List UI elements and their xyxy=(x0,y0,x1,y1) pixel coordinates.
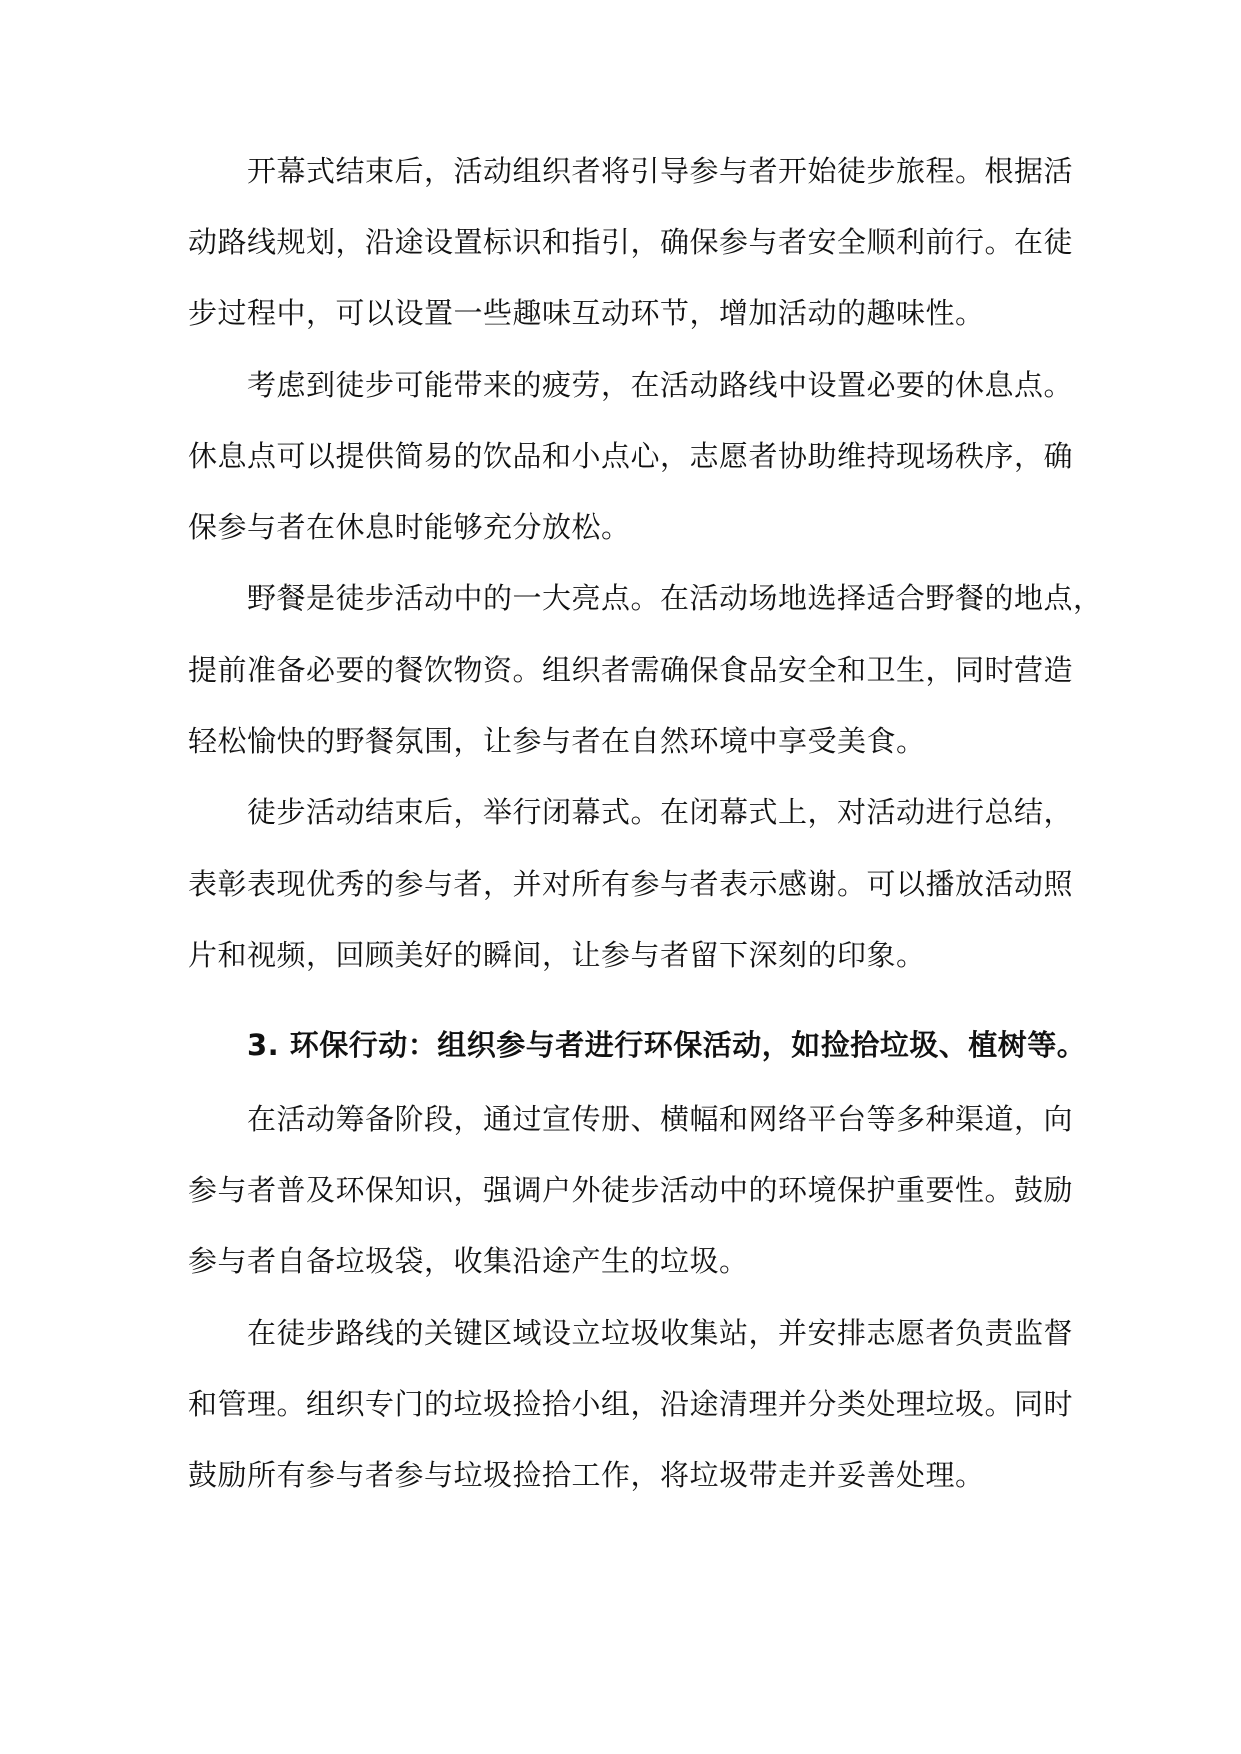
paragraph-6-line-1: 在徒步路线的关键区域设立垃圾收集站，并安排志愿者负责监督 xyxy=(247,1316,1074,1350)
paragraph-1-line-2: 动路线规划，沿途设置标识和指引，确保参与者安全顺利前行。在徒 xyxy=(188,225,1074,259)
paragraph-2-line-3: 保参与者在休息时能够充分放松。 xyxy=(188,510,631,544)
section-heading: 3. 环保行动：组织参与者进行环保活动，如捡拾垃圾、植树等。 xyxy=(247,1028,1087,1062)
paragraph-5-line-2: 参与者普及环保知识，强调户外徒步活动中的环境保护重要性。鼓励 xyxy=(188,1173,1074,1207)
paragraph-3-line-1: 野餐是徒步活动中的一大亮点。在活动场地选择适合野餐的地点， xyxy=(247,581,1103,615)
paragraph-6-line-2: 和管理。组织专门的垃圾捡拾小组，沿途清理并分类处理垃圾。同时 xyxy=(188,1387,1074,1421)
paragraph-2-line-2: 休息点可以提供简易的饮品和小点心，志愿者协助维持现场秩序，确 xyxy=(188,439,1074,473)
paragraph-2-line-1: 考虑到徒步可能带来的疲劳，在活动路线中设置必要的休息点。 xyxy=(247,368,1074,402)
paragraph-1-line-3: 步过程中，可以设置一些趣味互动环节，增加活动的趣味性。 xyxy=(188,296,985,330)
paragraph-6-line-3: 鼓励所有参与者参与垃圾捡拾工作，将垃圾带走并妥善处理。 xyxy=(188,1458,985,1492)
paragraph-4-line-3: 片和视频，回顾美好的瞬间，让参与者留下深刻的印象。 xyxy=(188,938,926,972)
paragraph-3-line-2: 提前准备必要的餐饮物资。组织者需确保食品安全和卫生，同时营造 xyxy=(188,653,1074,687)
paragraph-4-line-1: 徒步活动结束后，举行闭幕式。在闭幕式上，对活动进行总结， xyxy=(247,795,1074,829)
paragraph-3-line-3: 轻松愉快的野餐氛围，让参与者在自然环境中享受美食。 xyxy=(188,724,926,758)
paragraph-5-line-3: 参与者自备垃圾袋，收集沿途产生的垃圾。 xyxy=(188,1244,749,1278)
paragraph-5-line-1: 在活动筹备阶段，通过宣传册、横幅和网络平台等多种渠道，向 xyxy=(247,1102,1074,1136)
paragraph-4-line-2: 表彰表现优秀的参与者，并对所有参与者表示感谢。可以播放活动照 xyxy=(188,867,1074,901)
paragraph-1-line-1: 开幕式结束后，活动组织者将引导参与者开始徒步旅程。根据活 xyxy=(247,154,1074,188)
